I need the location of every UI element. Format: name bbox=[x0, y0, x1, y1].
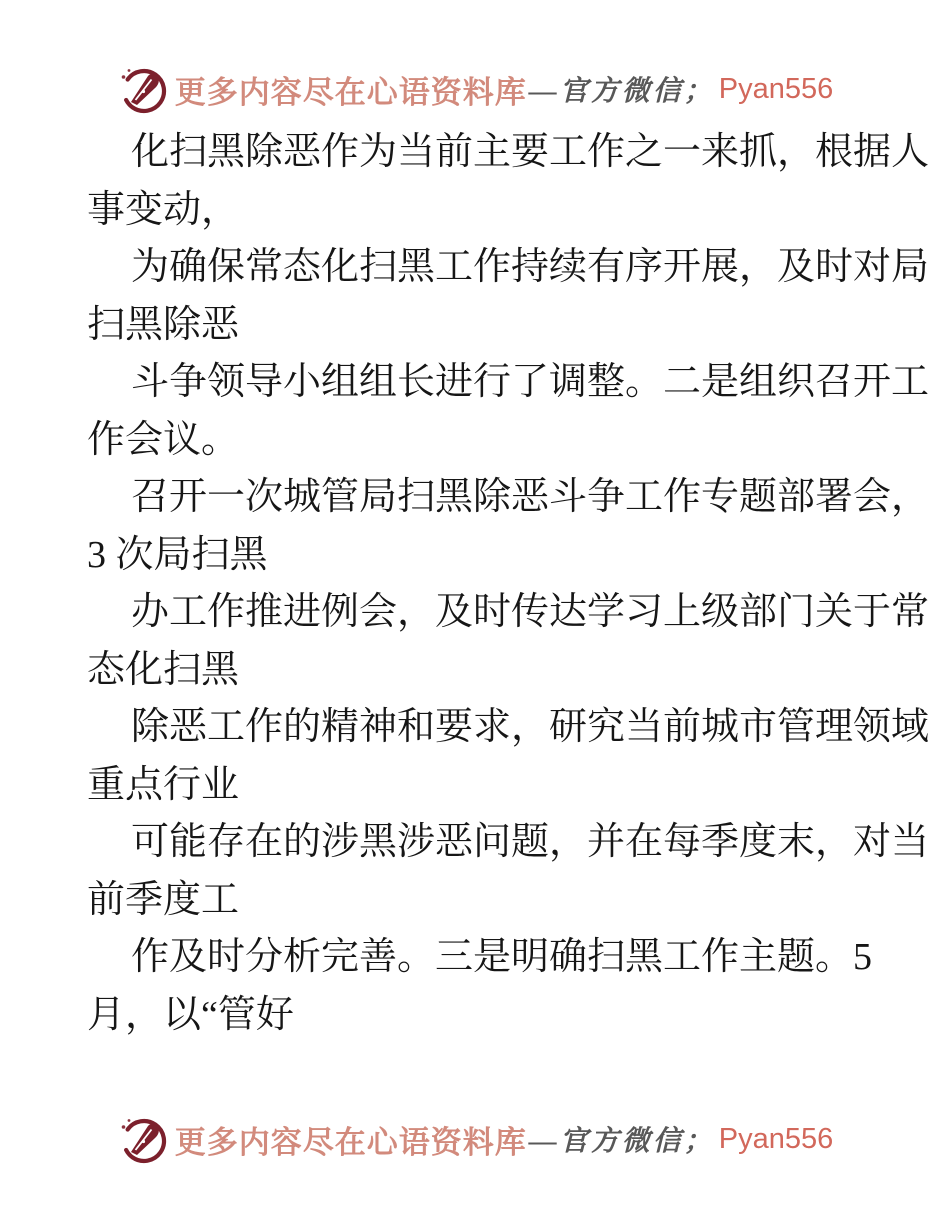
watermark-brand-text: 更多内容尽在心语资料库 bbox=[174, 1124, 527, 1160]
pen-swirl-logo-icon bbox=[117, 1114, 169, 1166]
text-line: 3 次局扫黑 bbox=[87, 533, 268, 576]
text-line: 重点行业 bbox=[87, 763, 240, 806]
document-body bbox=[87, 124, 930, 1044]
watermark-brand-text: 更多内容尽在心语资料库 bbox=[174, 74, 527, 110]
watermark-wechat-id: Pyan556 bbox=[718, 1122, 834, 1155]
text-line: 月，以“管好 bbox=[87, 993, 294, 1036]
pen-swirl-logo-icon bbox=[117, 64, 169, 116]
text-line: 作会议。 bbox=[87, 418, 240, 461]
text-line: 除恶工作的精神和要求，研究当前城市管理领域 bbox=[131, 706, 930, 748]
text-line: 办工作推进例会，及时传达学习上级部门关于常 bbox=[131, 591, 930, 633]
text-line: 为确保常态化扫黑工作持续有序开展，及时对局 bbox=[131, 246, 930, 288]
text-line: 作及时分析完善。三是明确扫黑工作主题。5 bbox=[131, 936, 873, 978]
text-line: 事变动， bbox=[87, 188, 240, 231]
watermark-wechat-label: —官方微信； bbox=[528, 76, 715, 107]
header-watermark bbox=[0, 62, 950, 116]
watermark-wechat-label: —官方微信； bbox=[528, 1126, 715, 1157]
text-line: 可能存在的涉黑涉恶问题，并在每季度末，对当 bbox=[131, 821, 930, 863]
text-line: 前季度工 bbox=[87, 878, 240, 921]
text-line: 召开一次城管局扫黑除恶斗争工作专题部署会， bbox=[131, 476, 930, 518]
watermark-wechat-id: Pyan556 bbox=[718, 72, 834, 105]
footer-watermark bbox=[0, 1112, 950, 1166]
text-line: 扫黑除恶 bbox=[87, 303, 240, 346]
text-line: 化扫黑除恶作为当前主要工作之一来抓，根据人 bbox=[131, 131, 930, 173]
text-line: 态化扫黑 bbox=[87, 648, 240, 691]
text-line: 斗争领导小组组长进行了调整。二是组织召开工 bbox=[131, 361, 930, 403]
